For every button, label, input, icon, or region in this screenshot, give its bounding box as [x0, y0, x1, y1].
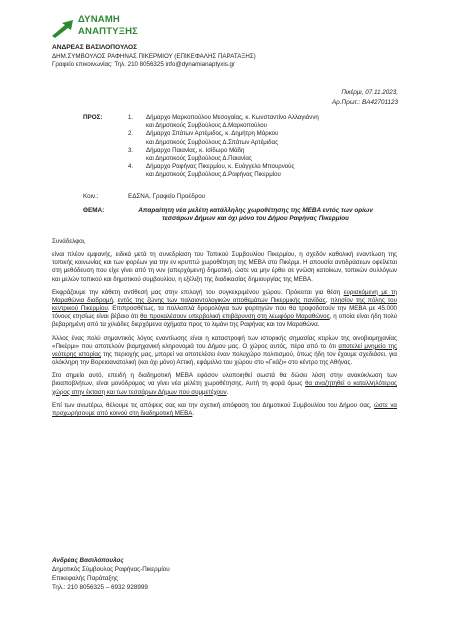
text-run: Εκφράζουμε την κάθετη αντίθεσή μας στην επιλογή του συγκεκριμένου χώρου. Πρόκειται για θέση — [52, 288, 344, 296]
recipient-line: Δήμαρχο Ραφήνας Πικερμίου, κ. Ευάγγελο Μπουρνούς — [146, 163, 295, 171]
recipient-line: και Δημοτικούς Συμβούλους Δ.Σπάτων Αρτέμιδας — [146, 138, 279, 146]
body-paragraph — [52, 335, 397, 368]
recipient-number: 2. — [128, 130, 134, 138]
body-paragraph — [52, 289, 397, 330]
recipient-number: 3. — [128, 146, 134, 154]
underlined-text: θα αναζητηθεί ο καταλληλότερος χώρος στην έκταση και των τεσσάρων Δήμων που συμμετέχουν — [52, 380, 397, 396]
text-run: , — [325, 296, 331, 304]
signature-block — [52, 556, 170, 592]
recipient-line: Δήμαρχο Παιανίας, κ. Ισίδωρο Μάδη — [146, 146, 245, 154]
letter-body — [52, 238, 397, 423]
sender-name: ΑΝΔΡΕΑΣ ΒΑΣΙΛΟΠΟΥΛΟΣ — [52, 44, 138, 51]
underlined-text: πλησίον της πόλης του κεντρικού Πικερμίου — [52, 296, 397, 313]
signature-role: Δημοτικός Σύμβουλος Ραφήνας-Πικερμίου — [52, 566, 170, 573]
recipient-item — [128, 163, 368, 179]
underlined-text: ώστε να προχωρήσουμε από κοινού στη διαδημοτική ΜΕΒΑ — [52, 401, 397, 417]
recipient-line: και Δημοτικούς Συμβούλους Δ.Μαρκοπούλου — [146, 122, 267, 130]
text-run: . — [226, 388, 229, 396]
logo-line-1: ΔΥΝΑΜΗ — [78, 14, 120, 25]
text-run: , η οποία είναι ήδη πολύ βεβαρημένη από τα χιλιάδες διερχόμενα οχήματα προς το λιμάνι της Ραφήνας και τον Μαραθώνα. — [52, 313, 398, 329]
underlined-text: εντός της ζώνης των παλαιοντολογικών αποθεμάτων Πικερμικής πανίδας — [117, 296, 326, 304]
body-paragraph: είναι πλέον εμφανής, ειδικά μετά τη συνεδρίαση του Τοπικού Συμβουλίου Πικερμίου, η σχεδόν καθολική εναντίωση της τοπικής κοινωνίας και των φορέων για την εν κρυπτώ χωροθέτηση της ΜΕΒΑ στο Πικέρμι. Η απουσία αντιδράσεων οφείλεται στη μεθόδευση που είχε γίνει από τη νυν (απερχόμενη) δημοτική, ώστε να μην έρθει σε γνώση κατοίκων, τοπικών συλλόγων και μελών τοπικού και δημοτικού συμβουλίου, η εξέλιξη της διαδικασίας δημιουργίας της ΜΕΒΑ. — [52, 251, 397, 283]
recipient-number: 1. — [128, 114, 134, 121]
sender-role: ΔΗΜ.ΣΥΜΒΟΥΛΟΣ ΡΑΦΗΝΑΣ ΠΙΚΕΡΜΙΟΥ (ΕΠΙΚΕΦΑΛΗΣ ΠΑΡΑΤΑΞΗΣ) — [52, 52, 256, 60]
recipient-line: Δήμαρχο Μαρκοπούλου Μεσογαίας, κ. Κωνσταντίνο Αλλαγιάννη — [146, 114, 319, 121]
body-paragraph — [52, 402, 397, 418]
recipient-item — [128, 114, 368, 130]
recipient-line: και Δημοτικούς Συμβούλους Δ.Ραφήνας Πικερμίου — [146, 171, 281, 179]
letter-date: Πικέρμι, 07.11.2023, — [341, 89, 398, 96]
recipients-list — [128, 114, 368, 180]
underlined-text: ευρισκόμενη με τη Μαραθώνια διαδρομή — [52, 288, 397, 304]
text-run: . — [192, 409, 195, 417]
signature-name: Ανδρέας Βασιλόπουλος — [52, 557, 124, 564]
underlined-text: αποτελεί μνημείο της νεότερης ιστορίας — [52, 342, 397, 358]
recipients-label: ΠΡΟΣ: — [83, 114, 103, 121]
cc-label: Κοιν.: — [83, 193, 99, 200]
recipient-item — [128, 130, 368, 146]
sender-block — [52, 44, 256, 70]
date-block — [332, 88, 398, 108]
text-run: Στο σημείο αυτό, επειδή η διαδημοτική ΜΕΒΑ εφόσον υλοποιηθεί σωστά θα δώσει λύση στην ανακύκλωση των βιοαποβλήτων, είναι μονόδρομος να γίνει νέα μελέτη χωροθέτησης. Αυτή τη φορά όμως — [52, 372, 397, 388]
text-run: . Επιπροσθέτως, τα πολλαπλά δρομολόγια των φορτηγών που θα τροφοδοτούν την ΜΕΒΑ με 45.000 τόνους ετησίως είναι βέβαιο ότι — [52, 305, 397, 321]
arrow-logo-icon — [52, 20, 74, 38]
cc-text: ΕΔΣΝΑ, Γραφείο Προέδρου — [128, 193, 206, 200]
signature-group: Επικεφαλής Παράταξης — [52, 575, 118, 582]
logo-line-2: ΑΝΑΠΤΥΞΗΣ — [78, 26, 139, 37]
sender-contact: Γραφείο επικοινωνίας: Τηλ. 210 8056325 info@dynamianaptyxis.gr — [52, 61, 236, 69]
recipient-item — [128, 147, 368, 163]
recipient-line: και Δημοτικούς Συμβούλους Δ.Παιανίας — [146, 155, 252, 163]
text-run: Άλλος ένας πολύ σημαντικός λόγος εναντίωσης είναι η καταστροφή των ιστορικής σημασίας κτιρίων της οινοβιομηχανίας «Πικέρμι» που αποτελούν βιομηχανική κληρονομιά του Δήμου μας. Ο χώρος αυτός, πέρα από το ότι — [52, 334, 397, 350]
subject-label: ΘΕΜΑ: — [83, 207, 105, 214]
recipient-number: 4. — [128, 163, 134, 171]
subject-text: Απαραίτητη νέα μελέτη κατάλληλης χωροθέτησης της ΜΕΒΑ εντός των ορίων τεσσάρων Δήμων και όχι μόνο του Δήμου Ραφήνας Πικερμίου — [138, 207, 373, 223]
underlined-text: θα προκαλέσουν υπερβολική επιβάρυνση στη λεωφόρο Μαραθώνος — [140, 313, 330, 321]
text-run: της περιοχής μας, μπορεί να αποτελέσει έναν πολυχώρο πολιτισμού, όπως ήδη τον έχουμε σχεδιάσει, για ολόκληρη την Βορειοανατολική (και όχι μόνο) Αττική, εφάμιλλο του χώρου στο «Γκάζι» στο κέντρο της Αθήνας. — [52, 350, 398, 367]
party-logo — [52, 14, 172, 44]
signature-phone: Τηλ.: 210 8056325 – 6932 928999 — [52, 584, 148, 591]
recipient-line: Δήμαρχο Σπάτων Αρτέμιδος, κ. Δημήτρη Μάρκου — [146, 130, 279, 138]
body-paragraph — [52, 372, 397, 396]
greeting: Συνάδελφοι, — [52, 238, 86, 245]
text-run: , — [112, 296, 118, 304]
text-run: Επί των ανωτέρω, θέλουμε τις απόψεις σας και την σχετική απόφαση του Δημοτικού Συμβουλίου του Δήμου σας, — [52, 401, 375, 409]
protocol-number: Αρ.Πρωτ.: ΒΑ42701123 — [331, 99, 398, 106]
